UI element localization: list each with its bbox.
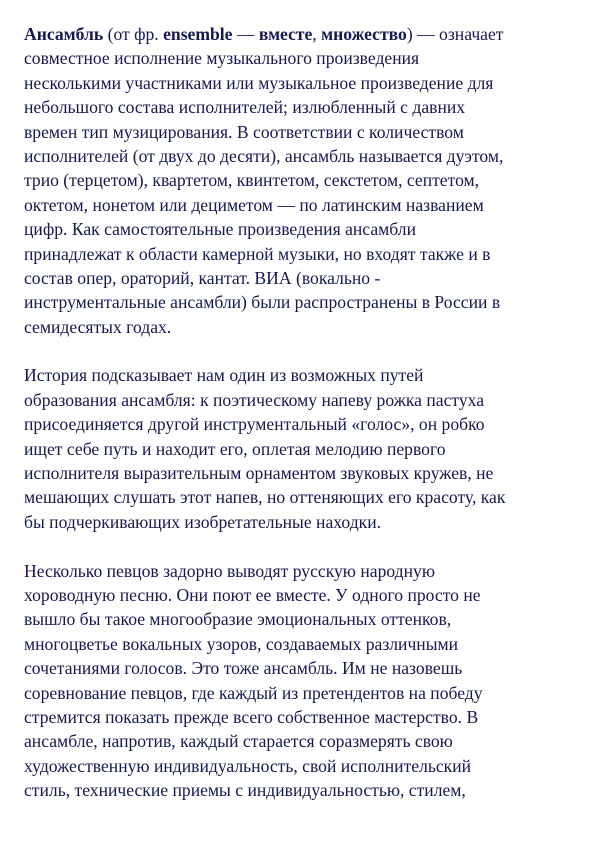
text-run: октетом, нонетом или дециметом — по латинским названием <box>24 194 484 215</box>
paragraph <box>24 363 578 534</box>
text-line <box>24 729 578 753</box>
text-run: исполнителей (от двух до десяти), ансамбль называется дуэтом, <box>24 145 504 166</box>
text-line <box>24 71 578 95</box>
text-line <box>24 607 578 631</box>
text-line <box>24 388 578 412</box>
bold-term: Ансамбль <box>24 24 104 44</box>
text-run: времен тип музицирования. В соответствии с количеством <box>24 121 464 142</box>
text-run: (от фр. <box>103 24 164 44</box>
text-line <box>24 656 578 680</box>
text-line <box>24 217 578 241</box>
text-run: состав опер, ораторий, кантат. ВИА (вокально - <box>24 267 381 288</box>
text-line <box>24 290 578 314</box>
text-run: История подсказывает нам один из возможных путей <box>24 365 424 386</box>
text-line <box>24 144 578 168</box>
text-line <box>24 168 578 192</box>
text-run: Несколько певцов задорно выводят русскую народную <box>24 560 435 581</box>
text-line <box>24 583 578 607</box>
text-run: ищет себе путь и находит его, оплетая мелодию первого <box>24 438 446 459</box>
text-line <box>24 242 578 266</box>
text-run: цифр. Как самостоятельные произведения ансамбли <box>24 219 416 240</box>
text-run: вышло бы такое многообразие эмоциональных оттенков, <box>24 609 452 630</box>
paragraph <box>24 22 578 339</box>
text-line <box>24 95 578 119</box>
text-run: многоцветье вокальных узоров, создаваемых различными <box>24 633 459 654</box>
bold-term: множество <box>321 24 407 44</box>
text-run: трио (терцетом), квартетом, квинтетом, секстетом, септетом, <box>24 170 480 191</box>
text-line <box>24 412 578 436</box>
text-run: исполнителя выразительным орнаментом звуковых кружев, не <box>24 463 494 484</box>
text-run: мешающих слушать этот напев, но оттеняющих его красоту, как <box>24 487 506 508</box>
document-page <box>24 22 578 827</box>
text-line <box>24 681 578 705</box>
text-run: стремится показать прежде всего собственное мастерство. В <box>24 706 479 727</box>
text-line <box>24 120 578 144</box>
text-line <box>24 315 578 339</box>
text-run: стиль, технические приемы с индивидуальностью, стилем, <box>24 780 466 801</box>
text-line <box>24 22 578 46</box>
text-run: бы подчеркивающих изобретательные находки. <box>24 511 382 532</box>
text-line <box>24 705 578 729</box>
text-run: — <box>232 24 259 44</box>
text-line <box>24 437 578 461</box>
text-line <box>24 559 578 583</box>
text-run: соревнование певцов, где каждый из претендентов на победу <box>24 682 483 703</box>
text-run: , <box>312 24 322 44</box>
paragraph <box>24 559 578 803</box>
text-run: ансамбле, напротив, каждый старается соразмерять свою <box>24 731 453 752</box>
text-line <box>24 193 578 217</box>
text-line <box>24 461 578 485</box>
text-line <box>24 363 578 387</box>
text-run: хороводную песню. Они поют ее вместе. У одного просто не <box>24 584 481 605</box>
text-run: несколькими участниками или музыкальное произведение для <box>24 72 494 93</box>
text-run: образования ансамбля: к поэтическому напеву рожка пастуха <box>24 389 485 410</box>
text-line <box>24 632 578 656</box>
text-line <box>24 754 578 778</box>
bold-term: вместе <box>258 24 313 44</box>
bold-term: ensemble <box>163 24 233 44</box>
text-run: семидесятых годах. <box>24 316 172 337</box>
text-run: небольшого состава исполнителей; излюбленный с давних <box>24 97 466 118</box>
text-line <box>24 46 578 70</box>
text-run: художественную индивидуальность, свой исполнительский <box>24 755 472 776</box>
text-line <box>24 778 578 802</box>
text-run: присоединяется другой инструментальный «голос», он робко <box>24 414 485 435</box>
text-run: принадлежат к области камерной музыки, но входят также и в <box>24 243 491 264</box>
text-run: ) — означает <box>406 24 504 44</box>
text-line <box>24 510 578 534</box>
text-run: инструментальные ансамбли) были распространены в России в <box>24 292 501 313</box>
text-line <box>24 485 578 509</box>
text-line <box>24 266 578 290</box>
text-run: сочетаниями голосов. Это тоже ансамбль. Им не назовешь <box>24 658 463 679</box>
text-run: совместное исполнение музыкального произведения <box>24 48 420 69</box>
